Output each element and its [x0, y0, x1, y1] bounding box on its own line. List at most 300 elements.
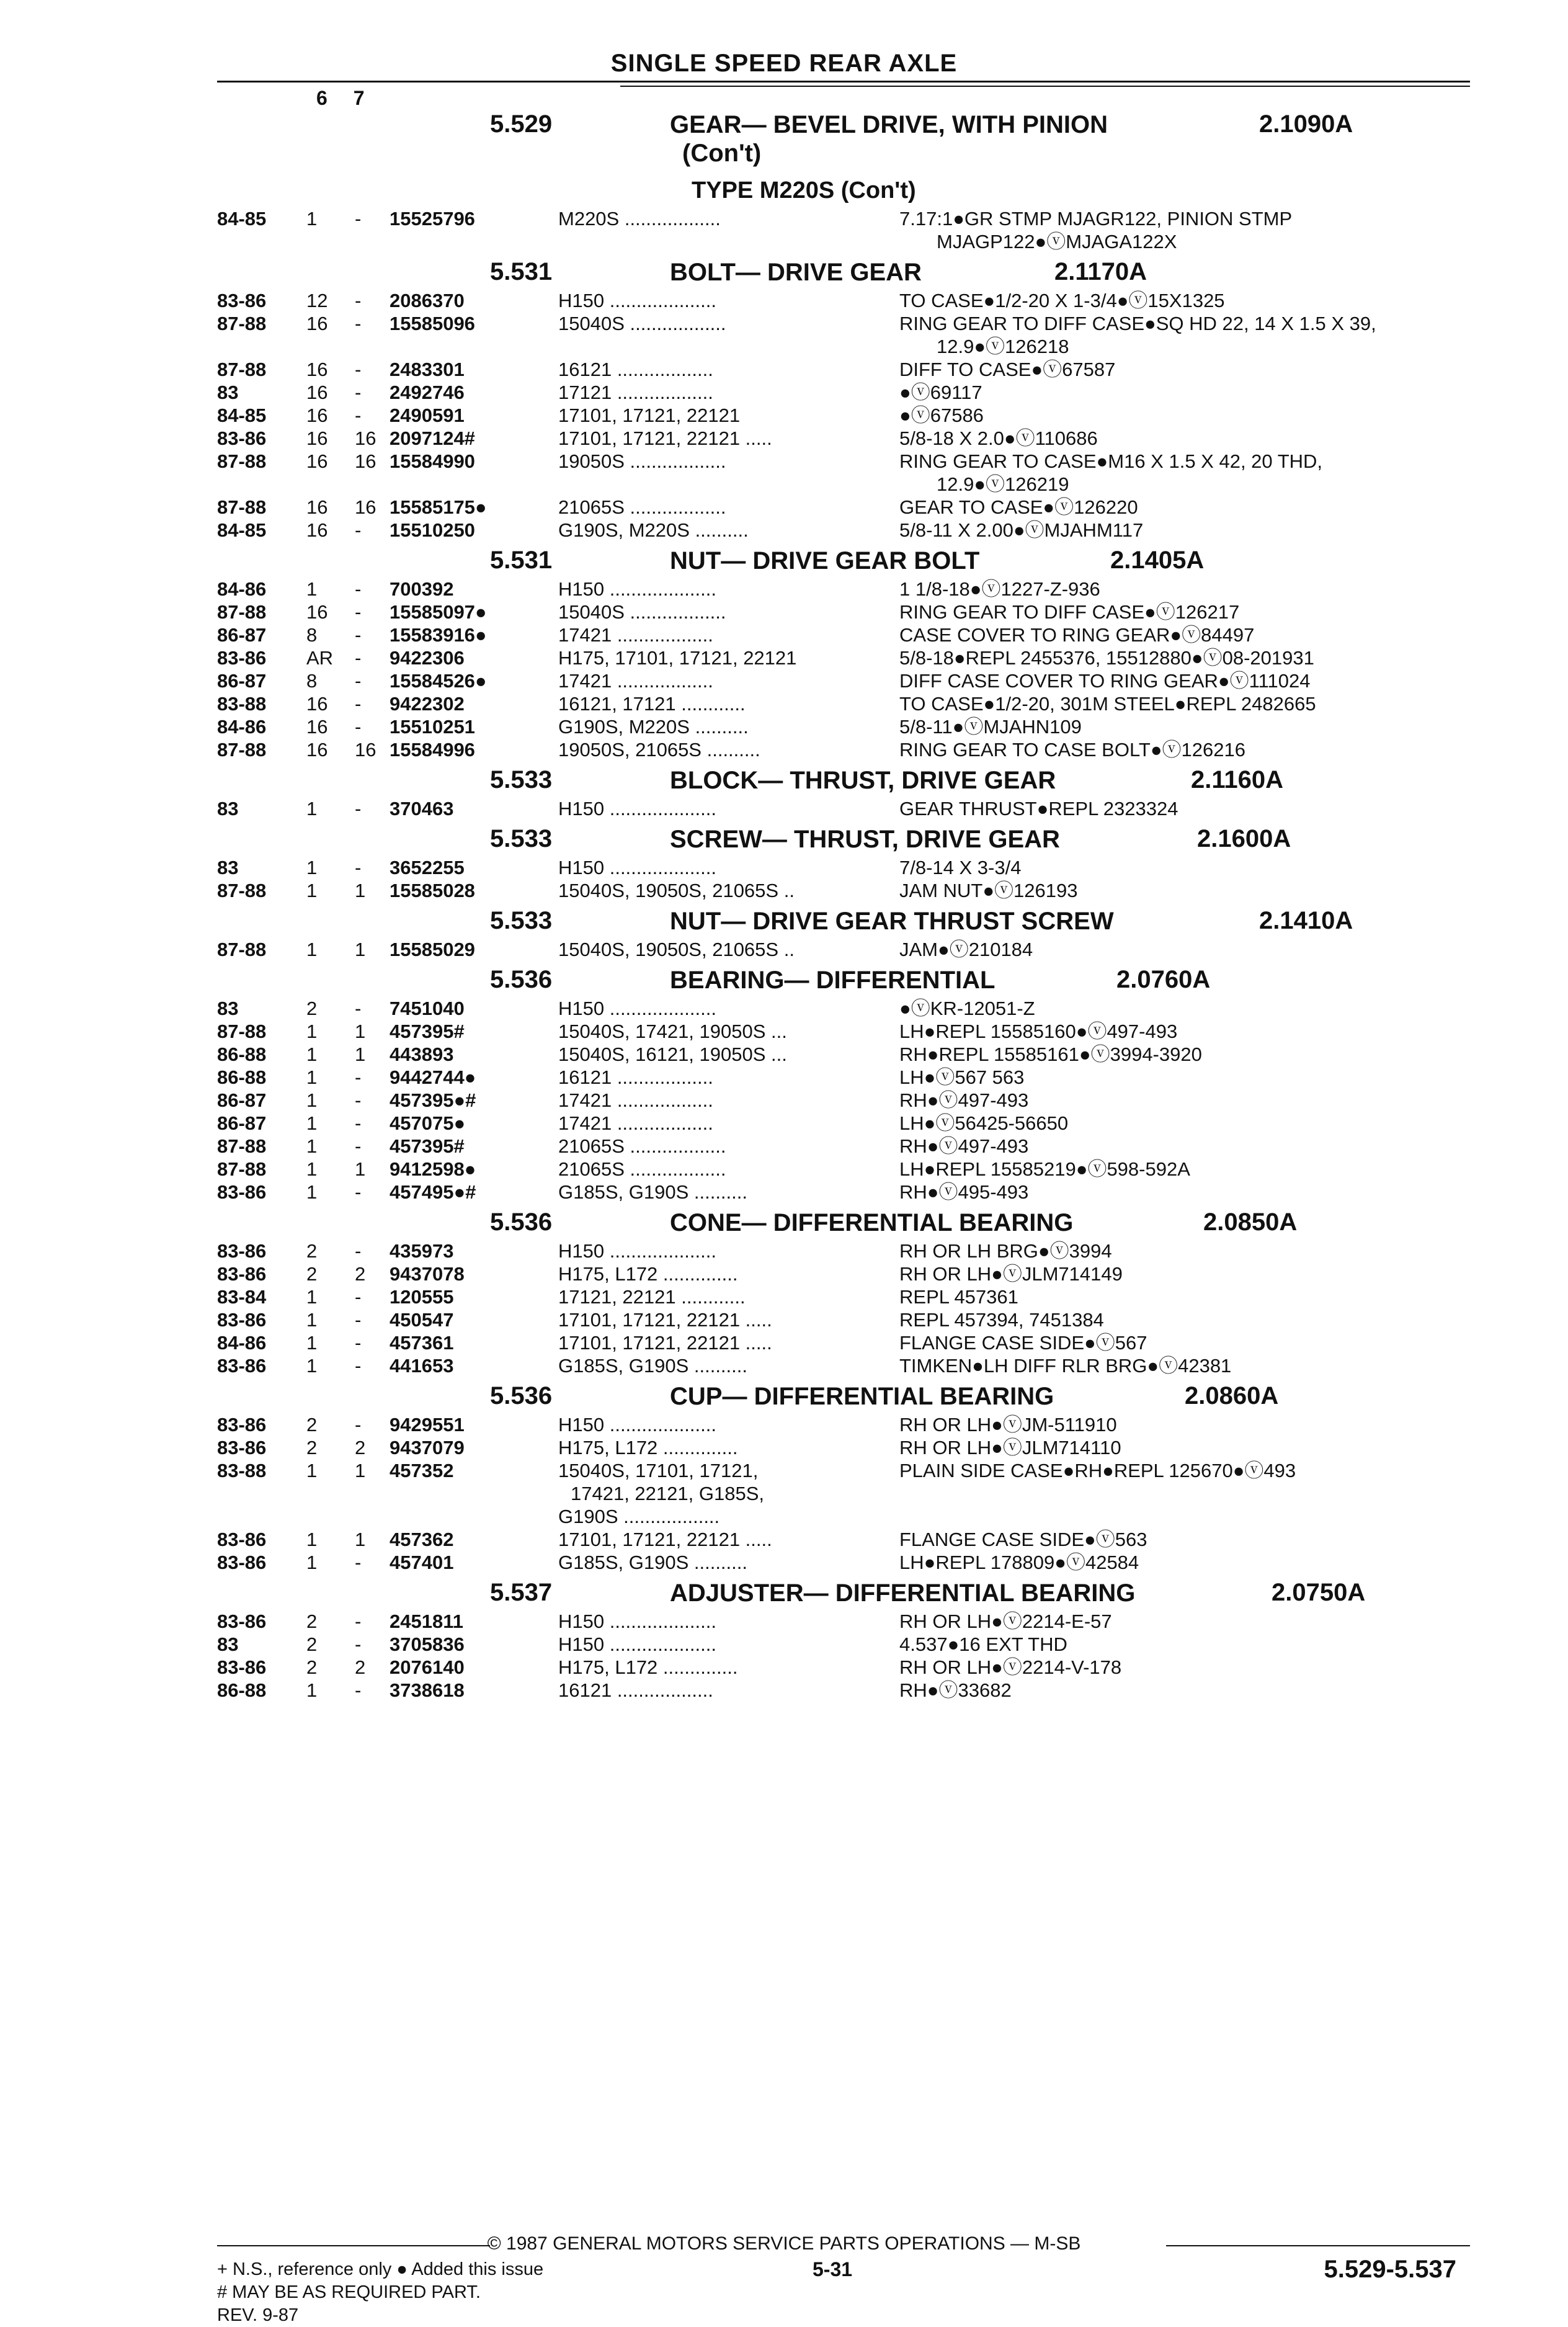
section-code: 5.533: [490, 907, 553, 934]
quantity-col6: 2: [306, 1437, 318, 1458]
part-number: 15525796: [390, 208, 475, 230]
quantity-col6: 16: [306, 496, 328, 518]
part-row: [0, 1066, 1568, 1089]
part-row: [0, 450, 1568, 496]
part-description: [899, 601, 1470, 623]
part-description: [899, 207, 1470, 253]
model-years: 83-86: [217, 1309, 267, 1331]
section-heading: [0, 961, 1568, 997]
part-description: [899, 738, 1470, 761]
quantity-col7: -: [355, 1309, 362, 1331]
model-years: 83-86: [217, 290, 267, 311]
model-line: 17421 ..................: [558, 1089, 713, 1111]
footer-rule-right: [1166, 2245, 1470, 2246]
model-line: 15040S, 16121, 19050S ...: [558, 1043, 787, 1065]
quantity-col6: 2: [306, 1414, 318, 1436]
description-line: TIMKEN●LH DIFF RLR BRG●ⓥ42381: [899, 1355, 1232, 1377]
model-years: 86-88: [217, 1066, 267, 1088]
model-line: 17421 ..................: [558, 670, 713, 692]
model-list: [558, 519, 893, 542]
model-line: H175, L172 ..............: [558, 1656, 738, 1678]
part-row: [0, 1089, 1568, 1112]
model-line: 17121, 22121 ............: [558, 1286, 746, 1308]
part-row: [0, 381, 1568, 404]
model-years: 87-88: [217, 1158, 267, 1180]
quantity-col7: -: [355, 998, 362, 1019]
model-years: 83-86: [217, 1355, 267, 1377]
description-line: RH OR LH●ⓥJLM714149: [899, 1263, 1123, 1285]
part-number: 15585096: [390, 313, 475, 334]
footnote-added: + N.S., reference only ● Added this issue: [217, 2259, 544, 2279]
quantity-col6: 16: [306, 739, 328, 761]
model-line: 17121 ..................: [558, 382, 713, 403]
model-years: 84-86: [217, 578, 267, 600]
model-list: [558, 1089, 893, 1112]
section-description: [670, 825, 1060, 854]
group-number: 2.0750A: [1272, 1579, 1366, 1606]
part-number: 9442744●: [390, 1066, 476, 1088]
model-list: [558, 427, 893, 450]
model-years: 83-88: [217, 1460, 267, 1481]
model-years: 83-86: [217, 647, 267, 669]
part-description: [899, 1633, 1470, 1656]
section-heading: [0, 902, 1568, 938]
model-list: [558, 1331, 893, 1354]
description-line: LH●REPL 178809●ⓥ42584: [899, 1552, 1139, 1573]
quantity-col7: -: [355, 1181, 362, 1203]
quantity-col6: 16: [306, 427, 328, 449]
quantity-col7: 1: [355, 1460, 366, 1481]
description-line: CASE COVER TO RING GEAR●ⓥ84497: [899, 624, 1255, 646]
model-list: [558, 1459, 893, 1528]
quantity-col7: 1: [355, 1529, 366, 1550]
model-line: 19050S, 21065S ..........: [558, 739, 760, 761]
quantity-col7: -: [355, 1679, 362, 1701]
description-line: 12.9●ⓥ126218: [937, 336, 1069, 357]
model-list: [558, 1308, 893, 1331]
part-description: [899, 519, 1470, 542]
part-row: [0, 427, 1568, 450]
quantity-col7: -: [355, 857, 362, 878]
quantity-col7: 16: [355, 739, 376, 761]
description-line: ●ⓥ69117: [899, 382, 982, 403]
quantity-col7: -: [355, 1355, 362, 1377]
model-years: 86-88: [217, 1679, 267, 1701]
description-line: RING GEAR TO CASE●M16 X 1.5 X 42, 20 THD,: [899, 450, 1323, 472]
part-row: [0, 938, 1568, 961]
section-heading: [0, 1574, 1568, 1610]
model-list: [558, 207, 893, 230]
part-row: [0, 1459, 1568, 1528]
model-years: 83-86: [217, 427, 267, 449]
model-line: 17101, 17121, 22121 .....: [558, 1529, 772, 1550]
quantity-col6: 1: [306, 1460, 318, 1481]
part-row: [0, 669, 1568, 692]
part-number: 2483301: [390, 359, 465, 380]
quantity-col6: 16: [306, 716, 328, 738]
part-number: 120555: [390, 1286, 454, 1308]
quantity-col6: 1: [306, 1066, 318, 1088]
model-list: [558, 381, 893, 404]
description-line: 5/8-11 X 2.00●ⓥMJAHM117: [899, 519, 1144, 541]
model-years: 87-88: [217, 601, 267, 623]
part-description: [899, 1459, 1470, 1482]
model-line: 15040S, 19050S, 21065S ..: [558, 939, 795, 960]
quantity-col6: 1: [306, 1309, 318, 1331]
description-line: FLANGE CASE SIDE●ⓥ567: [899, 1332, 1147, 1354]
group-number: 2.1600A: [1197, 825, 1291, 852]
model-line: 16121 ..................: [558, 1066, 713, 1088]
part-description: [899, 1043, 1470, 1066]
model-line: G190S, M220S ..........: [558, 519, 749, 541]
description-line: DIFF TO CASE●ⓥ67587: [899, 359, 1116, 380]
part-number: 457395#: [390, 1021, 465, 1042]
quantity-col6: 8: [306, 624, 318, 646]
section-description: [670, 966, 995, 994]
quantity-col6: 16: [306, 519, 328, 541]
quantity-col6: 1: [306, 1286, 318, 1308]
section-code: 5.531: [490, 258, 553, 285]
model-years: 87-88: [217, 1135, 267, 1157]
model-list: [558, 997, 893, 1020]
part-description: [899, 1436, 1470, 1459]
description-line: 7.17:1●GR STMP MJAGR122, PINION STMP: [899, 208, 1293, 230]
model-line: 21065S ..................: [558, 1135, 726, 1157]
model-list: [558, 578, 893, 601]
part-description: [899, 1066, 1470, 1089]
quantity-col7: 1: [355, 1021, 366, 1042]
quantity-col7: -: [355, 313, 362, 334]
model-years: 86-87: [217, 1089, 267, 1111]
description-line: RH OR LH BRG●ⓥ3994: [899, 1240, 1112, 1262]
page-number: 5-31: [813, 2258, 853, 2280]
part-description: [899, 623, 1470, 646]
part-description: [899, 1308, 1470, 1331]
model-list: [558, 404, 893, 427]
model-years: 87-88: [217, 313, 267, 334]
part-number: 3738618: [390, 1679, 465, 1701]
model-line: H150 ....................: [558, 1240, 716, 1262]
quantity-col7: 2: [355, 1437, 366, 1458]
model-list: [558, 1043, 893, 1066]
part-row: [0, 1181, 1568, 1204]
model-line: 17421 ..................: [558, 1112, 713, 1134]
part-row: [0, 289, 1568, 312]
part-number: 15585175●: [390, 496, 487, 518]
part-number: 457362: [390, 1529, 454, 1550]
quantity-col6: 1: [306, 1135, 318, 1157]
group-number: 2.1090A: [1259, 110, 1353, 138]
quantity-col7: -: [355, 404, 362, 426]
description-line: TO CASE●1/2-20 X 1-3/4●ⓥ15X1325: [899, 290, 1225, 311]
model-list: [558, 289, 893, 312]
section-description-cont: (Con't): [682, 140, 762, 167]
quantity-col7: 1: [355, 880, 366, 901]
quantity-col6: 2: [306, 1656, 318, 1678]
model-years: 83-86: [217, 1437, 267, 1458]
quantity-col7: -: [355, 359, 362, 380]
model-list: [558, 496, 893, 519]
section-code: 5.533: [490, 766, 553, 793]
part-description: [899, 358, 1470, 381]
part-row: [0, 1043, 1568, 1066]
model-line: H175, L172 ..............: [558, 1263, 738, 1285]
model-line: G190S, M220S ..........: [558, 716, 749, 738]
part-row: [0, 1020, 1568, 1043]
part-description: [899, 715, 1470, 738]
part-row: [0, 601, 1568, 623]
section-heading: [0, 1377, 1568, 1413]
quantity-col7: -: [355, 1112, 362, 1134]
part-number: 9429551: [390, 1414, 465, 1436]
quantity-col6: 16: [306, 382, 328, 403]
quantity-col7: -: [355, 1332, 362, 1354]
part-description: [899, 1551, 1470, 1574]
quantity-col7: 16: [355, 496, 376, 518]
part-number: 15585028: [390, 880, 475, 901]
revision-label: REV. 9-87: [217, 2305, 299, 2325]
model-line: G185S, G190S ..........: [558, 1181, 747, 1203]
part-row: [0, 358, 1568, 381]
model-years: 83-88: [217, 693, 267, 715]
quantity-col6: 1: [306, 1043, 318, 1065]
section-description: [670, 1208, 1073, 1237]
part-description: [899, 879, 1470, 902]
section-code: 5.536: [490, 966, 553, 993]
section-description-line: BLOCK— THRUST, DRIVE GEAR: [670, 767, 1056, 794]
part-row: [0, 692, 1568, 715]
quantity-col6: 8: [306, 670, 318, 692]
quantity-col6: 16: [306, 693, 328, 715]
quantity-col7: -: [355, 693, 362, 715]
section-heading: [0, 761, 1568, 797]
quantity-col7: -: [355, 1286, 362, 1308]
model-line: 15040S, 17421, 19050S ...: [558, 1021, 787, 1042]
model-line: G190S ..................: [558, 1506, 720, 1527]
model-list: [558, 1551, 893, 1574]
description-line: REPL 457361: [899, 1286, 1018, 1308]
description-line: 7/8-14 X 3-3/4: [899, 857, 1022, 878]
type-subheading: [0, 174, 1568, 207]
quantity-col7: -: [355, 798, 362, 820]
model-list: [558, 1679, 893, 1702]
section-description: [670, 766, 1056, 795]
quantity-col7: -: [355, 1633, 362, 1655]
description-line: ●ⓥKR-12051-Z: [899, 998, 1035, 1019]
model-years: 87-88: [217, 450, 267, 472]
model-years: 83-86: [217, 1181, 267, 1203]
part-row: [0, 519, 1568, 542]
section-heading: [0, 1204, 1568, 1239]
model-years: 87-88: [217, 939, 267, 960]
section-description-line: BOLT— DRIVE GEAR: [670, 259, 922, 286]
model-years: 83-86: [217, 1240, 267, 1262]
description-line: RH●ⓥ497-493: [899, 1135, 1029, 1157]
quantity-col7: -: [355, 1552, 362, 1573]
model-line: H150 ....................: [558, 1414, 716, 1436]
part-number: 15584990: [390, 450, 475, 472]
quantity-col7: -: [355, 578, 362, 600]
part-number: 700392: [390, 578, 454, 600]
quantity-col6: 1: [306, 1089, 318, 1111]
description-line: DIFF CASE COVER TO RING GEAR●ⓥ111024: [899, 670, 1311, 692]
part-number: 9422302: [390, 693, 465, 715]
section-description-line: SCREW— THRUST, DRIVE GEAR: [670, 826, 1060, 853]
part-number: 15584996: [390, 739, 475, 761]
section-code: 5.536: [490, 1382, 553, 1409]
part-description: [899, 938, 1470, 961]
model-list: [558, 1112, 893, 1135]
quantity-col6: 1: [306, 1112, 318, 1134]
part-number: 15585029: [390, 939, 475, 960]
section-description-line: GEAR— BEVEL DRIVE, WITH PINION: [670, 111, 1108, 138]
section-description-line: ADJUSTER— DIFFERENTIAL BEARING: [670, 1579, 1136, 1607]
quantity-col6: AR: [306, 647, 334, 669]
model-years: 87-88: [217, 359, 267, 380]
quantity-col7: -: [355, 382, 362, 403]
part-row: [0, 738, 1568, 761]
footnote-as-required: # MAY BE AS REQUIRED PART.: [217, 2282, 481, 2302]
model-line: 15040S, 19050S, 21065S ..: [558, 880, 795, 901]
model-list: [558, 358, 893, 381]
model-list: [558, 1656, 893, 1679]
part-description: [899, 1413, 1470, 1436]
model-years: 83: [217, 798, 239, 820]
description-line: RH●ⓥ495-493: [899, 1181, 1029, 1203]
part-row: [0, 1331, 1568, 1354]
description-line: 5/8-18●REPL 2455376, 15512880●ⓥ08-201931: [899, 647, 1314, 669]
model-line: G185S, G190S ..........: [558, 1552, 747, 1573]
quantity-col6: 1: [306, 578, 318, 600]
quantity-col6: 1: [306, 857, 318, 878]
part-row: [0, 1436, 1568, 1459]
part-description: [899, 1331, 1470, 1354]
model-list: [558, 856, 893, 879]
model-list: [558, 1020, 893, 1043]
model-years: 84-86: [217, 716, 267, 738]
model-list: [558, 692, 893, 715]
part-row: [0, 1158, 1568, 1181]
part-description: [899, 578, 1470, 601]
section-heading: [0, 105, 1568, 174]
model-list: [558, 1610, 893, 1633]
part-description: [899, 1262, 1470, 1285]
model-years: 83: [217, 1633, 239, 1655]
part-description: [899, 646, 1470, 669]
quantity-col7: -: [355, 290, 362, 311]
part-row: [0, 404, 1568, 427]
quantity-col7: -: [355, 716, 362, 738]
part-description: [899, 381, 1470, 404]
part-number: 3652255: [390, 857, 465, 878]
quantity-col7: 2: [355, 1656, 366, 1678]
model-years: 86-88: [217, 1043, 267, 1065]
part-description: [899, 797, 1470, 820]
part-number: 15585097●: [390, 601, 487, 623]
description-line: LH●ⓥ56425-56650: [899, 1112, 1069, 1134]
model-line: 21065S ..................: [558, 1158, 726, 1180]
model-list: [558, 938, 893, 961]
part-number: 15583916●: [390, 624, 487, 646]
part-row: [0, 797, 1568, 820]
part-row: [0, 1354, 1568, 1377]
part-row: [0, 1528, 1568, 1551]
part-row: [0, 1610, 1568, 1633]
description-line: 5/8-18 X 2.0●ⓥ110686: [899, 427, 1098, 449]
part-row: [0, 856, 1568, 879]
quantity-col6: 1: [306, 1332, 318, 1354]
part-description: [899, 1528, 1470, 1551]
model-list: [558, 601, 893, 623]
description-line: TO CASE●1/2-20, 301M STEEL●REPL 2482665: [899, 693, 1316, 715]
section-description-line: BEARING— DIFFERENTIAL: [670, 967, 996, 994]
type-subheading-text: TYPE M220S (Con't): [692, 177, 916, 203]
model-list: [558, 797, 893, 820]
model-list: [558, 879, 893, 902]
model-line: 15040S ..................: [558, 601, 726, 623]
part-number: 2492746: [390, 382, 465, 403]
part-description: [899, 496, 1470, 519]
section-description: [670, 1382, 1054, 1411]
quantity-col6: 2: [306, 1633, 318, 1655]
description-line: RH●ⓥ33682: [899, 1679, 1012, 1701]
model-years: 86-87: [217, 670, 267, 692]
part-description: [899, 997, 1470, 1020]
part-number: 9412598●: [390, 1158, 476, 1180]
description-line: RING GEAR TO DIFF CASE●ⓥ126217: [899, 601, 1240, 623]
group-number: 2.0760A: [1116, 966, 1211, 993]
model-years: 87-88: [217, 880, 267, 901]
footer-notes: [217, 2258, 543, 2327]
model-years: 87-88: [217, 1021, 267, 1042]
quantity-col6: 16: [306, 313, 328, 334]
quantity-col7: 1: [355, 1043, 366, 1065]
part-description: [899, 1181, 1470, 1204]
part-number: 2097124#: [390, 427, 475, 449]
model-line: H175, 17101, 17121, 22121: [558, 647, 797, 669]
model-years: 83-86: [217, 1610, 267, 1632]
part-description: [899, 1239, 1470, 1262]
quantity-col6: 1: [306, 1552, 318, 1573]
quantity-col7: -: [355, 601, 362, 623]
part-description: [899, 1020, 1470, 1043]
quantity-col6: 1: [306, 1529, 318, 1550]
model-list: [558, 1436, 893, 1459]
model-years: 83-86: [217, 1414, 267, 1436]
part-description: [899, 1610, 1470, 1633]
model-years: 84-85: [217, 519, 267, 541]
description-line: LH●REPL 15585160●ⓥ497-493: [899, 1021, 1178, 1042]
part-row: [0, 207, 1568, 253]
quantity-col6: 1: [306, 208, 318, 230]
description-line: RH●ⓥ497-493: [899, 1089, 1029, 1111]
quantity-col7: -: [355, 519, 362, 541]
model-list: [558, 1413, 893, 1436]
part-row: [0, 1135, 1568, 1158]
part-row: [0, 1308, 1568, 1331]
section-description-line: NUT— DRIVE GEAR BOLT: [670, 547, 980, 574]
section-heading: [0, 820, 1568, 856]
description-line: JAM NUT●ⓥ126193: [899, 880, 1078, 901]
part-number: 450547: [390, 1309, 454, 1331]
model-line: 16121 ..................: [558, 1679, 713, 1701]
quantity-col6: 16: [306, 359, 328, 380]
quantity-col6: 1: [306, 880, 318, 901]
part-number: 9437079: [390, 1437, 465, 1458]
model-years: 84-85: [217, 208, 267, 230]
model-line: 16121 ..................: [558, 359, 713, 380]
section-description-line: CUP— DIFFERENTIAL BEARING: [670, 1383, 1054, 1410]
